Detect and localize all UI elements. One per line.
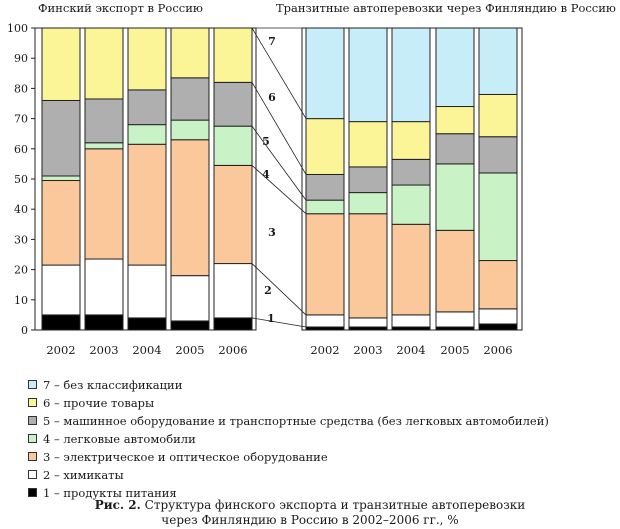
figure-caption-line-1 [0,498,620,512]
y-tick-label-50: 50 [14,173,28,186]
y-tick-label-80: 80 [14,82,28,96]
series-number-label-2: 2 [264,284,272,297]
bar-segment-transit-2002-s7 [306,28,344,119]
bar-segment-export-2002-s6 [42,28,80,100]
y-tick-label-60: 60 [14,142,28,156]
caption-text-2: через Финляндию в Россию в 2002–2006 гг., % [161,513,459,527]
bar-segment-transit-2005-s7 [436,28,474,107]
legend-item-4 [28,430,588,448]
bar-segment-export-2004-s3 [128,144,166,265]
caption-prefix: Рис. 2. [94,498,141,512]
x-tick-label-export-2002: 2002 [46,343,76,357]
bar-segment-export-2003-s3 [85,149,123,259]
connector-line-1 [252,318,306,327]
bar-segment-transit-2004-s2 [392,315,430,327]
series-number-label-5: 5 [262,135,270,148]
y-tick-label-100: 100 [7,22,28,35]
bar-segment-transit-2002-s6 [306,119,344,175]
connector-line-6 [252,28,306,119]
x-tick-label-transit-2006: 2006 [483,343,513,357]
legend [28,376,588,502]
bar-segment-transit-2002-s5 [306,174,344,200]
bar-segment-export-2006-s4 [214,126,252,165]
legend-item-5 [28,412,588,430]
x-tick-label-export-2005: 2005 [175,343,205,357]
bar-segment-transit-2006-s3 [479,261,517,309]
series-number-label-1: 1 [267,312,275,325]
bar-segment-export-2005-s5 [171,78,209,120]
x-tick-label-transit-2004: 2004 [396,343,426,357]
y-tick-label-70: 70 [14,112,28,126]
bar-segment-transit-2006-s5 [479,137,517,173]
x-tick-label-transit-2005: 2005 [440,343,470,357]
bar-segment-transit-2006-s1 [479,324,517,330]
legend-label-4: 4 – легковые автомобили [43,432,196,446]
caption-text-1: Структура финского экспорта и транзитные автоперевозки [140,498,526,512]
bar-segment-export-2002-s3 [42,181,80,266]
bar-segment-transit-2004-s3 [392,224,430,315]
figure-caption-line-2 [0,513,620,527]
connector-line-2 [252,264,306,315]
bar-segment-export-2003-s5 [85,99,123,143]
bar-segment-export-2005-s2 [171,276,209,321]
bar-segment-export-2002-s4 [42,176,80,181]
bar-segment-export-2004-s5 [128,90,166,125]
legend-swatch-6 [28,398,37,407]
bar-segment-transit-2005-s3 [436,230,474,312]
series-number-label-6: 6 [268,91,276,104]
bar-segment-transit-2006-s7 [479,28,517,94]
bar-segment-transit-2002-s4 [306,200,344,214]
x-tick-label-transit-2002: 2002 [310,343,340,357]
bar-segment-export-2002-s5 [42,100,80,176]
bar-segment-transit-2002-s2 [306,315,344,327]
series-number-label-4: 4 [262,168,270,181]
legend-swatch-4 [28,434,37,443]
legend-label-7: 7 – без классификации [43,378,183,392]
legend-item-3 [28,448,588,466]
x-tick-label-export-2003: 2003 [89,343,119,357]
y-tick-label-0: 0 [21,324,28,337]
bar-segment-export-2003-s1 [85,315,123,330]
bar-segment-transit-2003-s6 [349,122,387,167]
legend-item-7 [28,376,588,394]
bar-segment-transit-2004-s4 [392,185,430,224]
bar-segment-export-2004-s2 [128,265,166,318]
bar-segment-export-2002-s2 [42,265,80,315]
legend-item-6 [28,394,588,412]
legend-swatch-2 [28,470,37,479]
bar-segment-transit-2004-s7 [392,28,430,122]
bar-segment-transit-2006-s4 [479,173,517,261]
bar-segment-transit-2003-s7 [349,28,387,122]
bar-segment-export-2005-s1 [171,321,209,330]
bar-segment-transit-2002-s3 [306,214,344,315]
legend-label-5: 5 – машинное оборудование и транспортные средства (без легковых автомобилей) [43,414,549,428]
legend-label-1: 1 – продукты питания [43,486,177,500]
y-tick-label-20: 20 [14,263,28,277]
y-tick-label-10: 10 [14,293,28,307]
x-tick-label-export-2006: 2006 [218,343,248,357]
bar-segment-export-2004-s6 [128,28,166,90]
bar-segment-export-2006-s2 [214,264,252,318]
bar-segment-export-2005-s3 [171,140,209,276]
series-number-label-3: 3 [268,226,276,239]
bar-segment-transit-2003-s5 [349,167,387,193]
bar-segment-transit-2003-s4 [349,193,387,214]
bar-segment-export-2003-s2 [85,259,123,315]
bar-segment-transit-2003-s2 [349,318,387,327]
series-number-label-7: 7 [268,35,276,48]
y-tick-label-30: 30 [14,233,28,247]
bar-segment-export-2004-s1 [128,318,166,330]
bar-segment-transit-2006-s6 [479,94,517,136]
legend-label-3: 3 – электрическое и оптическое оборудование [43,450,328,464]
y-tick-label-90: 90 [14,52,28,66]
x-tick-label-export-2004: 2004 [132,343,162,357]
bar-segment-transit-2004-s5 [392,159,430,185]
bar-segment-export-2006-s5 [214,82,252,126]
chart-title-transit: Транзитные автоперевозки через Финляндию в Россию [276,1,616,15]
bar-segment-export-2004-s4 [128,125,166,145]
chart-title-export: Финский экспорт в Россию [38,1,203,15]
bar-segment-transit-2005-s2 [436,312,474,327]
connector-line-5 [252,82,306,174]
legend-label-2: 2 – химикаты [43,468,124,482]
bar-segment-transit-2005-s4 [436,164,474,230]
bar-segment-transit-2003-s3 [349,214,387,318]
x-tick-label-transit-2003: 2003 [353,343,383,357]
bar-segment-export-2006-s3 [214,165,252,263]
legend-label-6: 6 – прочие товары [43,396,155,410]
legend-swatch-5 [28,416,37,425]
bar-segment-export-2005-s6 [171,28,209,78]
bar-segment-export-2006-s6 [214,28,252,82]
legend-item-2 [28,466,588,484]
bar-segment-transit-2004-s6 [392,122,430,160]
bar-segment-export-2005-s4 [171,120,209,140]
y-tick-label-40: 40 [14,203,28,217]
legend-swatch-7 [28,380,37,389]
bar-segment-export-2003-s4 [85,143,123,149]
bar-segment-export-2003-s6 [85,28,123,99]
bar-segment-transit-2005-s6 [436,107,474,134]
bar-segment-transit-2006-s2 [479,309,517,324]
legend-swatch-3 [28,452,37,461]
legend-swatch-1 [28,488,37,497]
bar-segment-transit-2005-s5 [436,134,474,164]
bar-segment-export-2006-s1 [214,318,252,330]
bar-segment-export-2002-s1 [42,315,80,330]
